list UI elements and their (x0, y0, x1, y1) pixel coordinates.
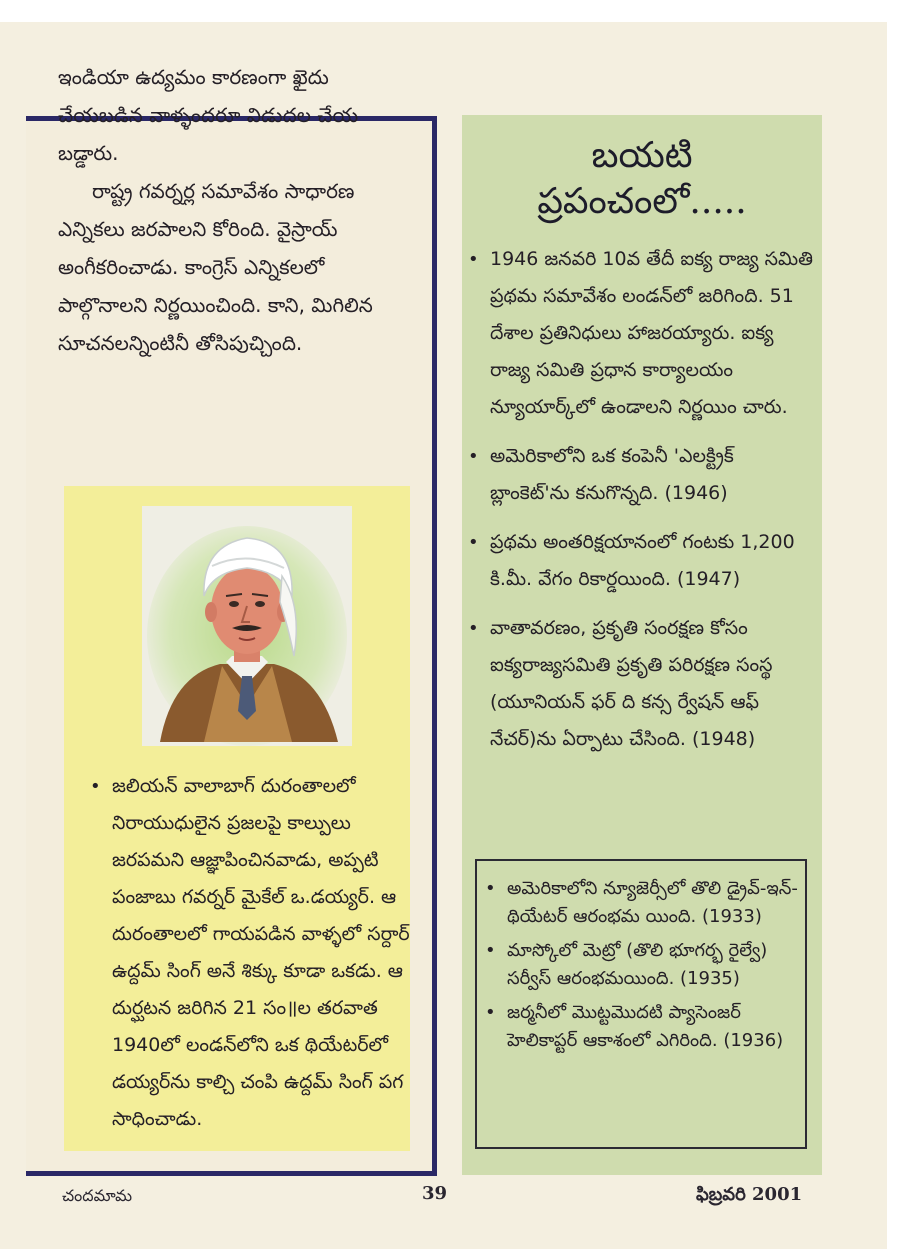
list-item: • జర్మనీలో మొట్టమొదటి ప్యాసెంజర్ హెలికాప్టర్ ఆకాశంలో ఎగిరింది. (1936) (485, 999, 803, 1055)
bullet-icon: • (485, 878, 496, 899)
bullet-icon: • (90, 776, 101, 797)
bullet-icon: • (468, 446, 479, 467)
bullet-icon: • (468, 532, 479, 553)
bullet-icon: • (485, 940, 496, 961)
list-item: • 1946 జనవరి 10వ తేదీ ఐక్య రాజ్య సమితి ప్రథమ సమావేశం లండన్‌లో జరిగింది. 51 దేశాల ప్రతినిధులు హాజరయ్యారు. ఐక్య రాజ్య సమితి ప్రధాన కార్యాలయం న్యూయార్క్‌లో ఉండాలని నిర్ణయిం చారు. (468, 241, 818, 426)
world-events-list (468, 241, 818, 770)
yellow-box-text (90, 768, 410, 1138)
fact-box (475, 859, 807, 1149)
footer-magazine-name: చందమామ (62, 1186, 133, 1205)
bullet-icon: • (468, 249, 479, 270)
footer-page-number: 39 (422, 1183, 448, 1204)
footer-issue-date: ఫిబ్రవరి 2001 (696, 1184, 803, 1205)
list-item: • వాతావరణం, ప్రకృతి సంరక్షణ కోసం ఐక్యరాజ్యసమితి ప్రకృతి పరిరక్షణ సంస్థ (యూనియన్ ఫర్ ది కన్స ర్వేషన్ ఆఫ్ నేచర్)ను ఏర్పాటు చేసింది. (1948) (468, 610, 818, 758)
bullet-icon: • (485, 1002, 496, 1023)
list-item: • అమెరికాలోని న్యూజెర్సీలో తొలి డ్రైవ్-ఇన్-థియేటర్ ఆరంభమ యింది. (1933) (485, 875, 803, 931)
intro-paragraph-2: రాష్ట్ర గవర్నర్ల సమావేశం సాధారణ ఎన్నికలు జరపాలని కోరింది. వైస్రాయ్ అంగీకరించాడు. కాంగ్రెస్ ఎన్నికలలో పాల్గొనాలని నిర్ణయించింది. కాని, మిగిలిన సూచనలన్నింటినీ తోసిపుచ్చింది. (58, 179, 373, 355)
list-item: • ప్రథమ అంతరిక్షయానంలో గంటకు 1,200 కి.మీ. వేగం రికార్డయింది. (1947) (468, 524, 818, 598)
right-panel (462, 115, 822, 1175)
list-item: • మాస్కోలో మెట్రో (తొలి భూగర్భ రైల్వే) సర్వీస్ ఆరంభమయింది. (1935) (485, 937, 803, 993)
right-panel-title: బయటి ప్రపంచంలో..... (537, 135, 747, 222)
fact-box-list (485, 875, 803, 1061)
left-intro-text (58, 58, 403, 362)
turbaned-man-portrait-icon (142, 506, 352, 746)
intro-paragraph-1: ఇండియా ఉద్యమం కారణంగా ఖైదు చేయబడిన వాళ్ళందరూ విడుదల చేయ బడ్డారు. (58, 65, 359, 165)
bullet-icon: • (468, 618, 479, 639)
list-item: • జలియన్ వాలాబాగ్ దురంతాలలో నిరాయుధులైన ప్రజలపై కాల్పులు జరపమని ఆజ్ఞాపించినవాడు, అప్పటి పంజాబు గవర్నర్ మైకేల్ ఒ.డయ్యర్. ఆ దురంతాలలో గాయపడిన వాళ్ళలో సర్దార్ ఉద్దమ్ సింగ్ అనే శిక్కు కూడా ఒకడు. ఆ దుర్ఘటన జరిగిన 21 సం॥ల తరవాత 1940లో లండన్‌లోని ఒక థియేటర్‌లో డయ్యర్‌ను కాల్చి చంపి ఉద్దమ్ సింగ్ పగ సాధించాడు. (90, 768, 410, 1138)
list-item: • అమెరికాలోని ఒక కంపెనీ 'ఎలక్ట్రిక్ బ్లాంకెట్'ను కనుగొన్నది. (1946) (468, 438, 818, 512)
